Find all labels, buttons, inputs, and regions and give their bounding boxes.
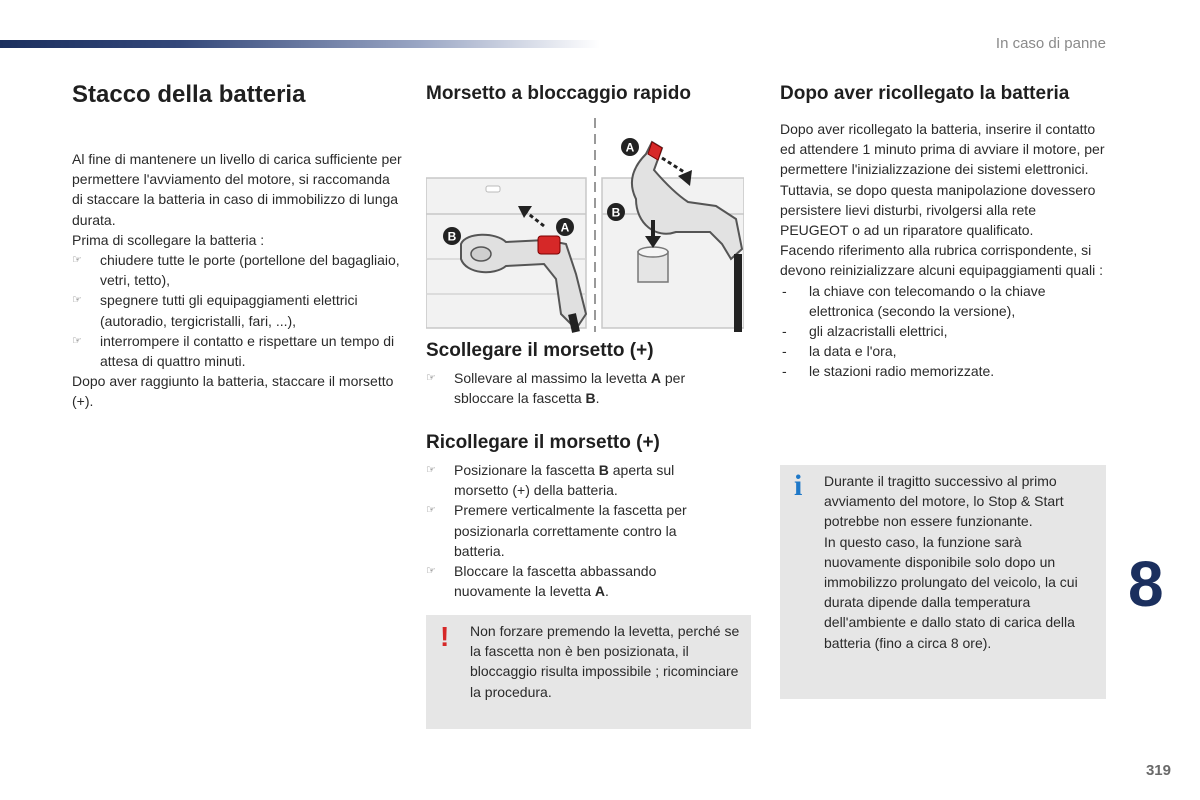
list-item: - gli alzacristalli elettrici,: [782, 323, 948, 340]
paragraph: Tuttavia, se dopo questa manipolazione dovessero persistere lievi disturbi, rivolgersi alla rete PEUGEOT o ad un riparatore qualificato.: [780, 181, 1096, 239]
pointing-hand-icon: ☞: [72, 334, 82, 347]
page-number: 319: [1145, 762, 1171, 779]
lever-a-red: [538, 236, 560, 254]
list-item: ☞ Sollevare al massimo la levetta A per sbloccare la fascetta B.: [426, 370, 686, 407]
warning-box: [426, 615, 751, 729]
pointing-hand-icon: ☞: [426, 464, 436, 476]
label-b-right: B: [611, 205, 621, 220]
reconnect-body: [426, 460, 726, 601]
info-box: [780, 465, 1106, 699]
pointing-hand-icon: ☞: [426, 504, 436, 517]
section-label: In caso di panne: [995, 35, 1106, 52]
list-item: - la data e l'ora,: [782, 343, 897, 360]
pointing-hand-icon: ☞: [72, 294, 82, 307]
label-a-right: A: [625, 140, 635, 155]
pointing-hand-icon: ☞: [426, 372, 436, 384]
info-icon: i: [794, 469, 803, 502]
info-text: Durante il tragitto successivo al primo avviamento del motore, lo Stop & Start potrebbe non essere funzionante. In questo caso, la funzione sarà nuovamente disponibile solo dopo un immobilizzo prolungato del veicolo, la cui durata dipende dalla temperatura dell'ambiente e dallo stato di carica della batteria (fino a circa 8 ore).: [824, 473, 1078, 651]
paragraph: Dopo aver ricollegato la batteria, inserire il contatto ed attendere 1 minuto prima di avviare il motore, per permettere l'inizializzazione dei sistemi elettronici.: [780, 121, 1105, 178]
list-item: ☞ chiudere tutte le porte (portellone del bagagliaio, vetri, tetto),: [72, 252, 400, 289]
pointing-hand-icon: ☞: [72, 254, 82, 267]
paragraph: Facendo riferimento alla rubrica corrispondente, si devono reinizializzare alcuni equipaggiamenti quali :: [780, 242, 1103, 279]
intro-paragraph: Al fine di mantenere un livello di carica sufficiente per permettere l'avviamento del motore, si raccomanda di staccare la batteria in caso di immobilizzo di lunga durata.: [72, 151, 402, 228]
section-heading-disconnect: Scollegare il morsetto (+): [426, 340, 654, 361]
list-item: ☞ spegnere tutti gli equipaggiamenti elettrici (autoradio, tergicristalli, fari, ...),: [72, 292, 358, 329]
disconnect-body: [426, 368, 726, 408]
label-a: A: [560, 220, 570, 235]
list-item: ☞ Bloccare la fascetta abbassando nuovamente la levetta A.: [426, 563, 657, 600]
before-paragraph: Prima di scollegare la batteria :: [72, 231, 265, 248]
page-title: Stacco della batteria: [72, 81, 306, 108]
section-heading-quick-clamp: Morsetto a bloccaggio rapido: [426, 83, 691, 104]
outro-paragraph: Dopo aver raggiunto la batteria, staccare il morsetto (+).: [72, 373, 394, 410]
section-heading-after-reconnect: Dopo aver ricollegato la batteria: [780, 83, 1070, 104]
list-item: ☞ Premere verticalmente la fascetta per posizionarla correttamente contro la batteria.: [426, 502, 687, 559]
chapter-number: 8: [1128, 548, 1164, 620]
col1-body: [72, 149, 402, 412]
pointing-hand-icon: ☞: [426, 565, 436, 578]
col3-body: [780, 119, 1105, 382]
section-heading-reconnect: Ricollegare il morsetto (+): [426, 432, 660, 453]
list-item: ☞ interrompere il contatto e rispettare un tempo di attesa di quattro minuti.: [72, 332, 395, 370]
label-b: B: [447, 229, 457, 244]
warning-icon: !: [440, 621, 450, 652]
list-item: - la chiave con telecomando o la chiave elettronica (secondo la versione),: [782, 282, 1046, 319]
list-item: - le stazioni radio memorizzate.: [782, 363, 995, 380]
battery-clamp-illustration: [426, 114, 744, 334]
list-item: ☞ Posizionare la fascetta B aperta sul morsetto (+) della batteria.: [426, 462, 675, 499]
header-accent-bar: [0, 40, 600, 48]
warning-text: Non forzare premendo la levetta, perché se la fascetta non è ben posizionata, il bloccaggio risulta impossibile ; ricominciare la procedura.: [470, 623, 740, 700]
